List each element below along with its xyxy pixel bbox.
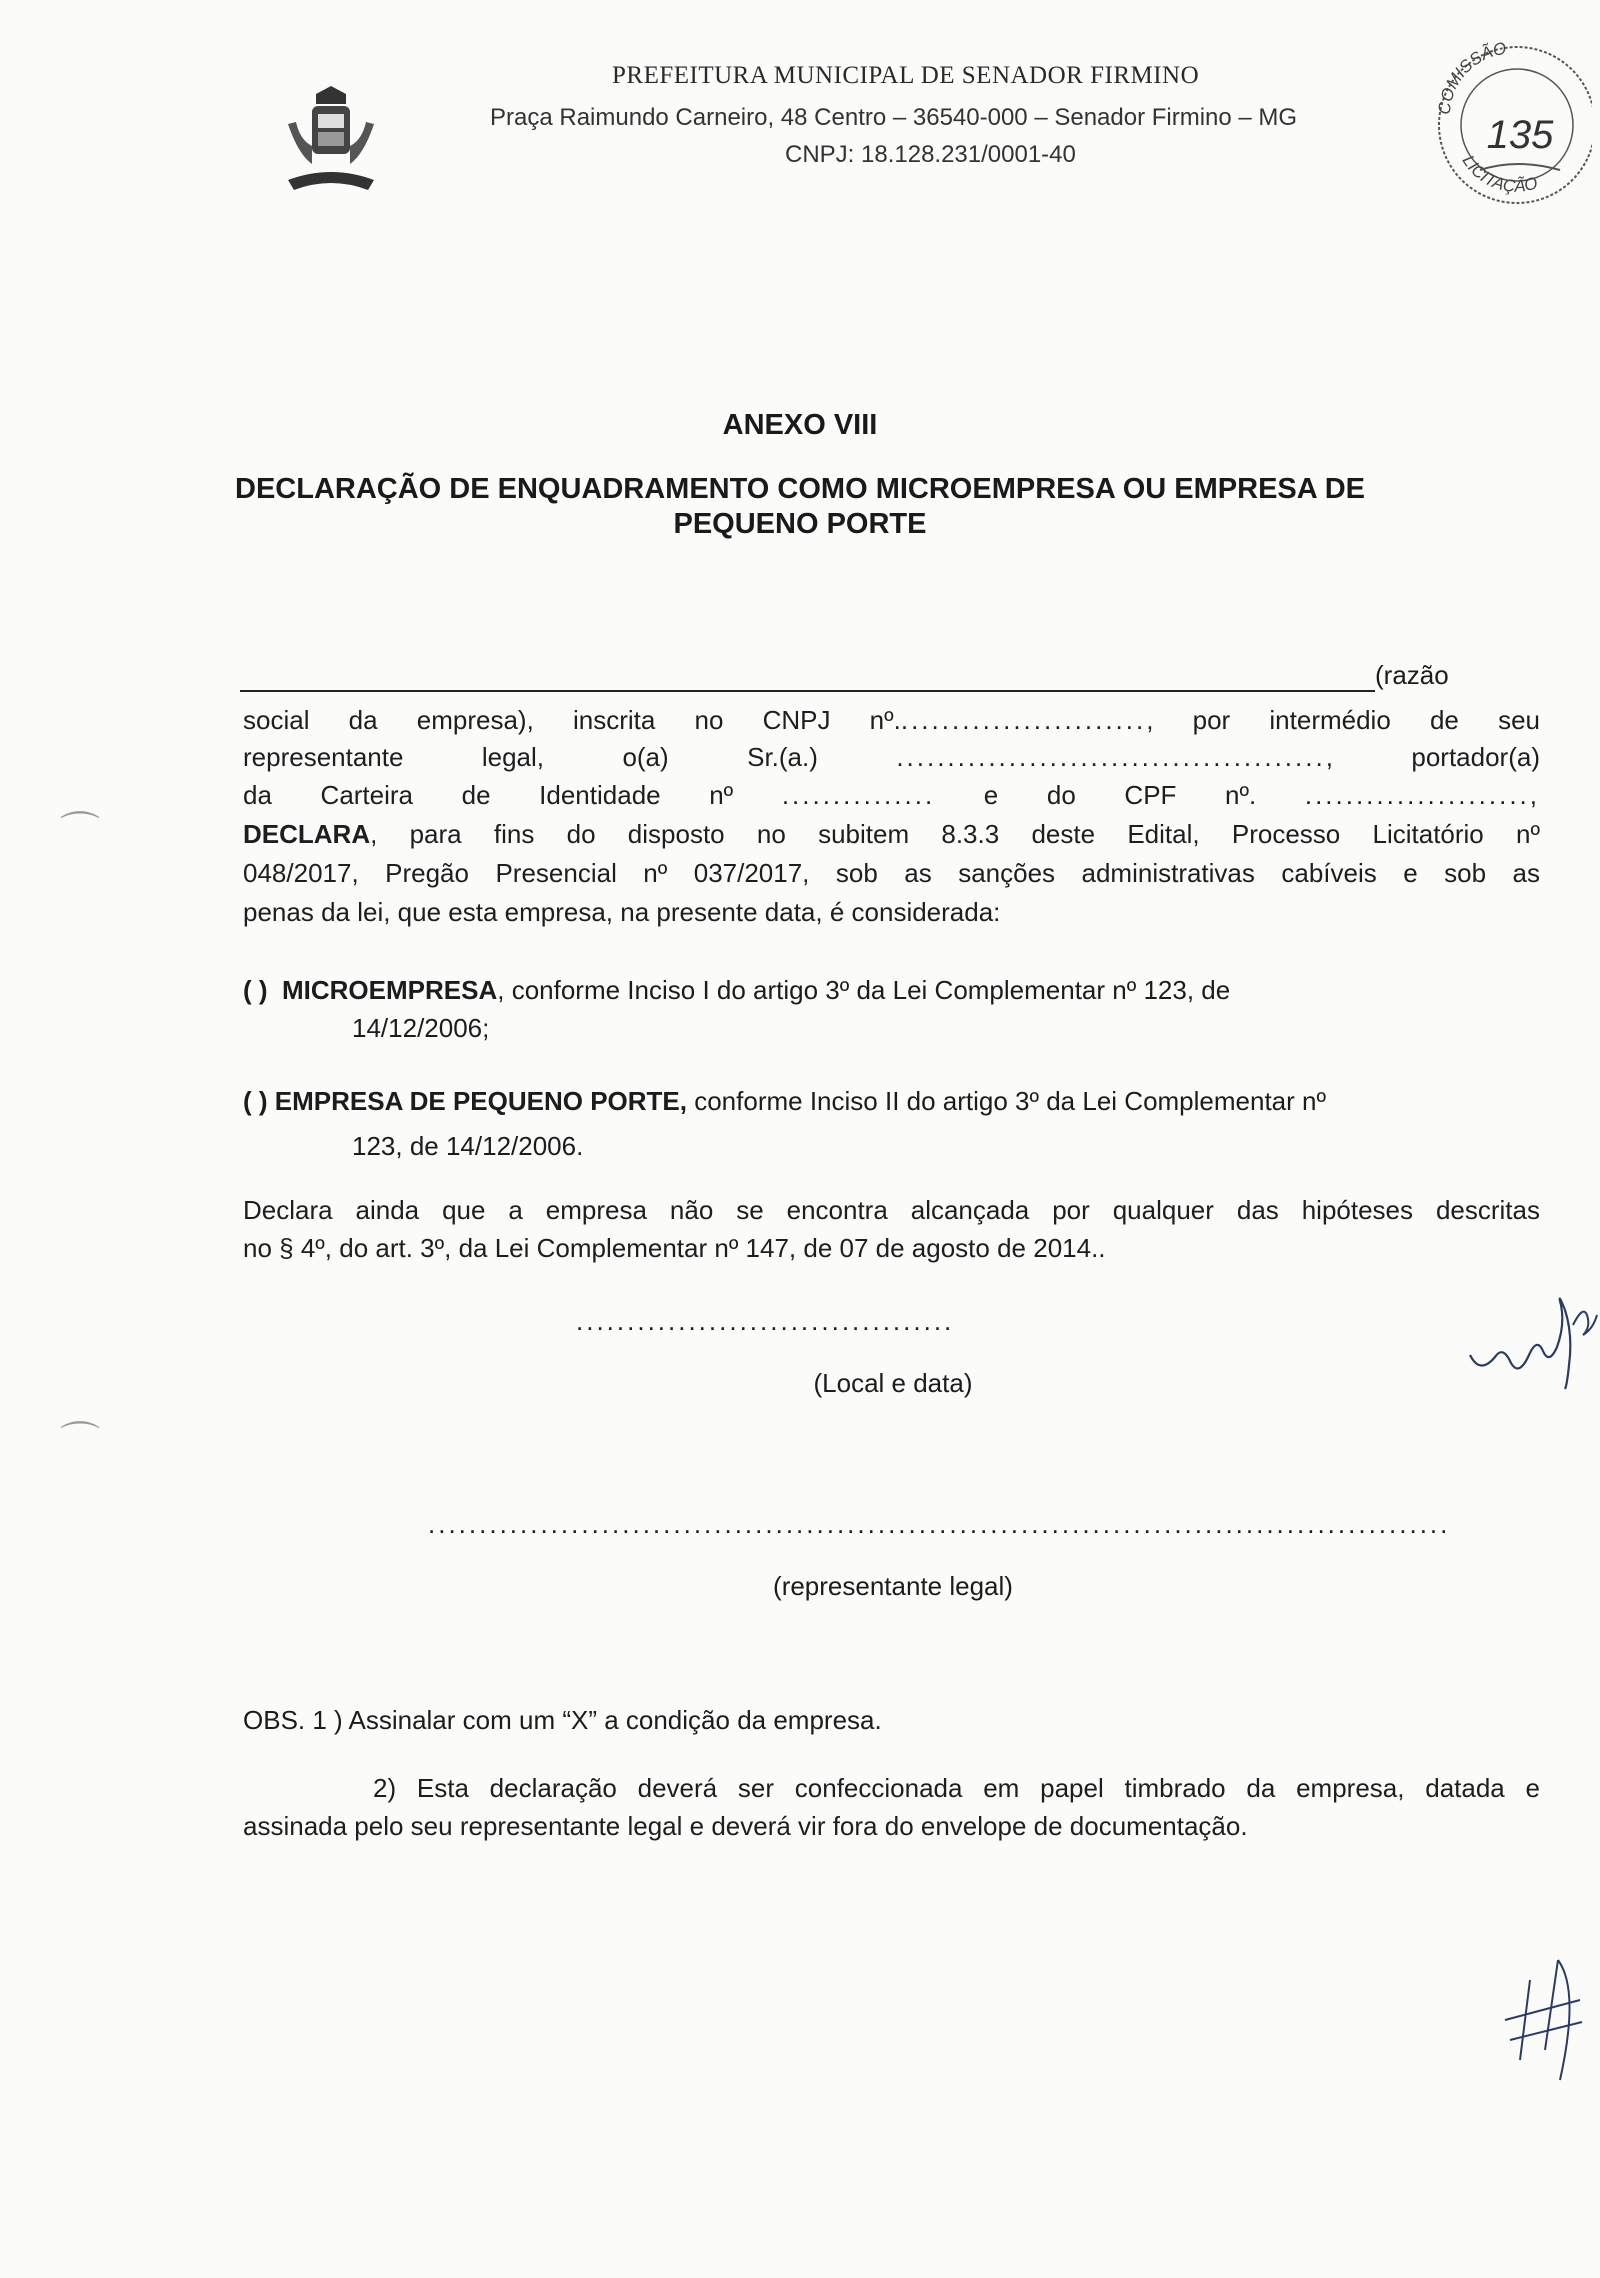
svg-text:LICITAÇÃO — [1458, 152, 1539, 196]
company-name-blank — [240, 690, 1375, 692]
municipal-crest-icon — [278, 84, 384, 196]
stamp-top-text: COMISSÃO — [1434, 38, 1508, 116]
local-date-blank: ..................................... — [576, 1306, 955, 1336]
paragraph-line: 2) Esta declaração deverá ser confeccionada em papel timbrado da empresa, datada e — [373, 1773, 1540, 1803]
municipality-address: Praça Raimundo Carneiro, 48 Centro – 36540-000 – Senador Firmino – MG — [490, 104, 1298, 131]
paragraph-line: da Carteira de Identidade nº ............... e do CPF nº. ......................, — [243, 780, 1540, 810]
handwritten-initials — [1500, 1940, 1590, 2100]
option-epp-checkbox[interactable]: ( ) EMPRESA DE PEQUENO PORTE, conforme Inciso II do artigo 3º da Lei Complementar nº — [243, 1086, 1326, 1116]
municipality-name: PREFEITURA MUNICIPAL DE SENADOR FIRMINO — [612, 62, 1200, 89]
legal-representative-label: (representante legal) — [773, 1571, 1013, 1601]
legal-representative-blank: .................................................................................................... — [428, 1509, 1451, 1539]
option-microempresa-continuation: 14/12/2006; — [352, 1013, 490, 1043]
paragraph-line: 048/2017, Pregão Presencial nº 037/2017, sob as sanções administrativas cabíveis e sob as — [243, 858, 1540, 888]
local-date-label: (Local e data) — [813, 1368, 973, 1398]
paragraph-line: DECLARA, para fins do disposto no subitem 8.3.3 deste Edital, Processo Licitatório nº — [243, 819, 1540, 849]
declara-keyword: DECLARA — [243, 819, 371, 849]
margin-mark: ⌒ — [60, 1420, 100, 1464]
paragraph-line: social da empresa), inscrita no CNPJ nº........................., por intermédio de seu — [243, 705, 1540, 735]
commission-stamp — [1422, 20, 1592, 220]
handwritten-signature — [1465, 1285, 1600, 1395]
municipality-cnpj: CNPJ: 18.128.231/0001-40 — [785, 141, 1076, 168]
paragraph-line: assinada pelo seu representante legal e deverá vir fora do envelope de documentação. — [243, 1811, 1248, 1841]
declaration-title-line2: PEQUENO PORTE — [673, 508, 927, 540]
declaration-title-line1: DECLARAÇÃO DE ENQUADRAMENTO COMO MICROEMPRESA OU EMPRESA DE — [235, 473, 1365, 505]
razao-label: (razão — [1375, 660, 1449, 690]
option-epp-continuation: 123, de 14/12/2006. — [352, 1131, 584, 1161]
stamp-bottom-text: LICITAÇÃO — [1458, 151, 1540, 196]
annex-title: ANEXO VIII — [722, 409, 878, 441]
paragraph-line: no § 4º, do art. 3º, da Lei Complementar nº 147, de 07 de agosto de 2014.. — [243, 1233, 1106, 1263]
bleed-through-text — [245, 330, 252, 358]
paragraph-line: representante legal, o(a) Sr.(a.) .........................................., portador(a) — [243, 742, 1540, 772]
paragraph-line: penas da lei, que esta empresa, na presente data, é considerada: — [243, 897, 1001, 927]
margin-mark: ⌒ — [60, 810, 100, 854]
stamp-page-number: 135 — [1486, 113, 1554, 157]
svg-text:COMISSÃO — [1435, 39, 1508, 116]
obs-note-1: OBS. 1 ) Assinalar com um “X” a condição da empresa. — [243, 1705, 882, 1735]
paragraph-line: Declara ainda que a empresa não se encontra alcançada por qualquer das hipóteses descritas — [243, 1195, 1540, 1225]
option-microempresa-checkbox[interactable]: ( ) MICROEMPRESA, conforme Inciso I do artigo 3º da Lei Complementar nº 123, de — [243, 975, 1231, 1005]
